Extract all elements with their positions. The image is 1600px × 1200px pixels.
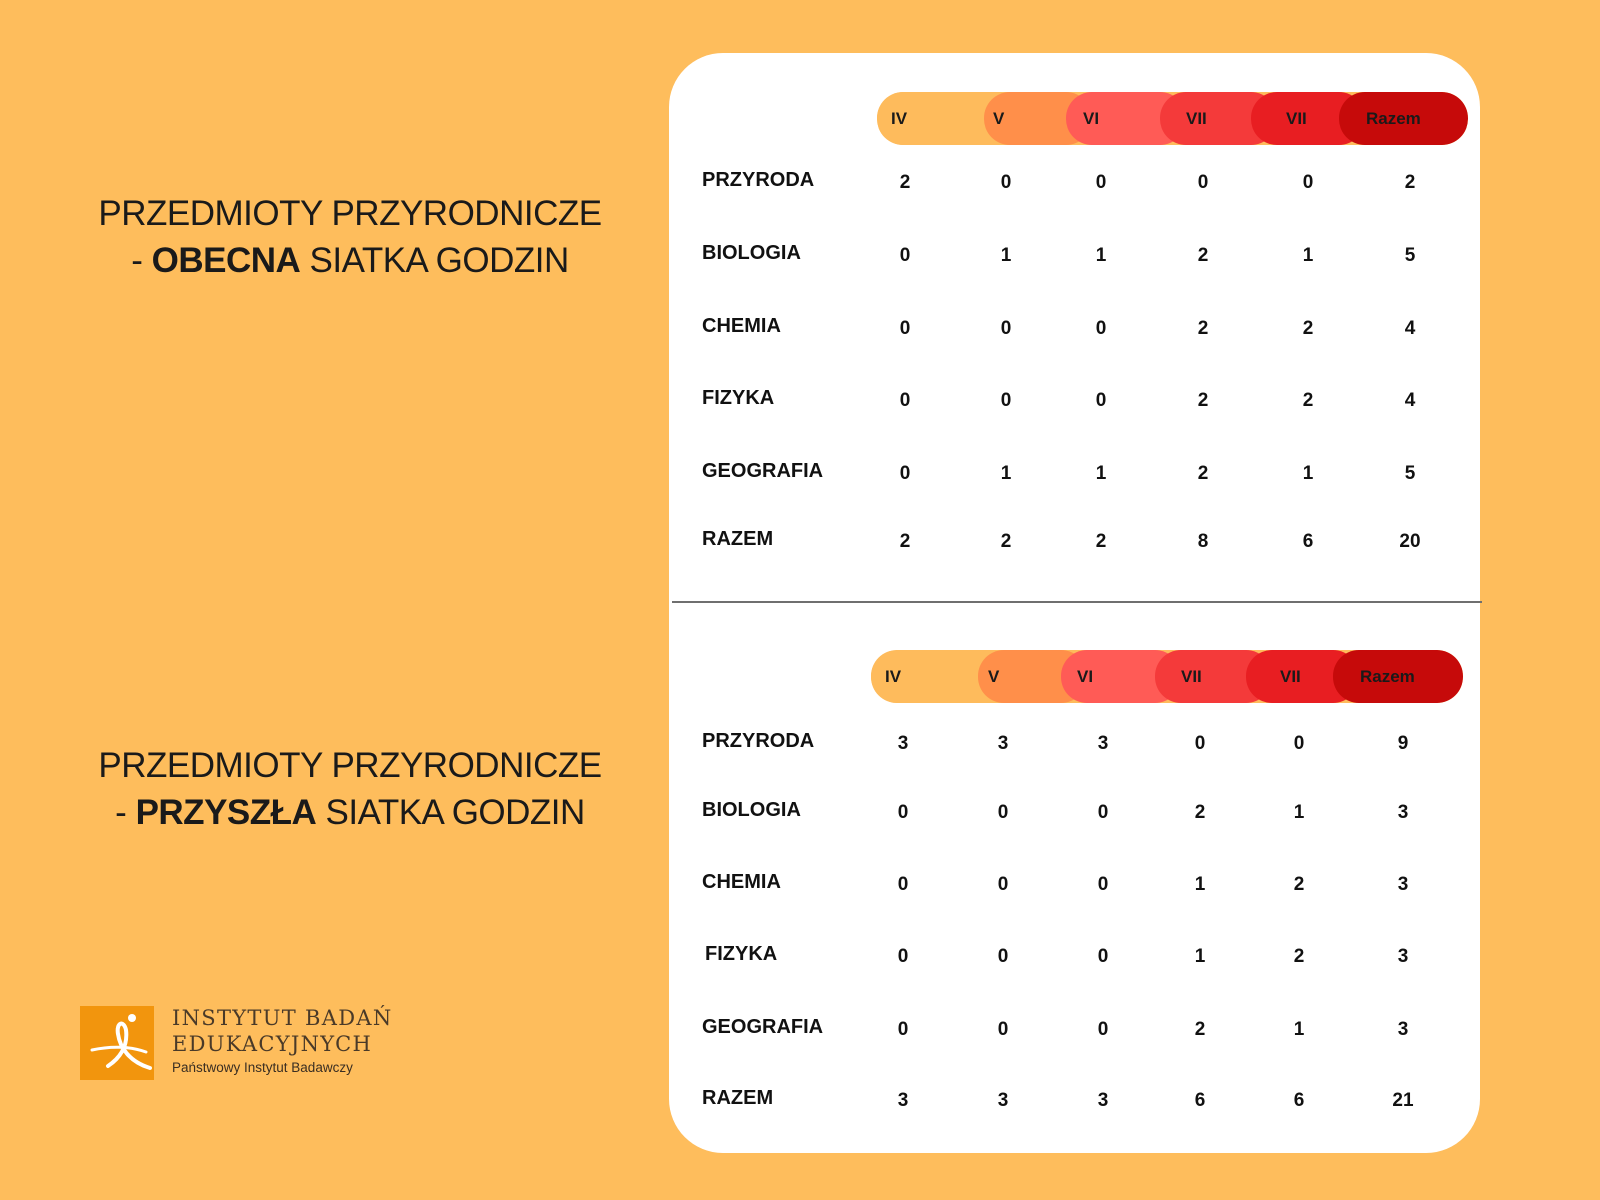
table-cell: 3 [1397,874,1409,895]
table-cell: 6 [1293,1090,1305,1111]
table-cell: 6 [1194,1090,1206,1111]
table-cell: 0 [1095,172,1107,193]
table-cell: 0 [1194,733,1206,754]
heading-bold-word: PRZYSZŁA [135,793,317,832]
table-cell: 2 [1095,531,1107,552]
grade-column-label: VI [1083,109,1100,128]
heading-current-grid [40,190,660,284]
table-cell: 3 [1397,802,1409,823]
table-cell: 2 [1197,463,1209,484]
heading-line2 [40,237,660,284]
table-cell: 1 [1293,802,1305,823]
table-cell: 2 [1302,318,1314,339]
table-cell: 9 [1397,733,1409,754]
logo-subtitle: Państwowy Instytut Badawczy [172,1060,353,1075]
table-cell: 3 [997,1090,1009,1111]
table-cell: 0 [1097,946,1109,967]
table-cell: 0 [1293,733,1305,754]
row-label: RAZEM [702,1087,774,1109]
table-cell: 0 [1197,172,1209,193]
table-cell: 0 [899,245,911,266]
table-cell: 0 [1097,874,1109,895]
table-cell: 0 [897,802,909,823]
table-cell: 0 [1097,802,1109,823]
table-cell: 2 [1194,1019,1206,1040]
grade-column-label: V [988,667,1000,686]
row-label: PRZYRODA [702,169,815,191]
table-cell: 2 [1293,946,1305,967]
table-cell: 0 [1097,1019,1109,1040]
table-cell: 0 [997,1019,1009,1040]
row-label: GEOGRAFIA [702,460,824,482]
grade-column-label: IV [885,667,902,686]
heading-line2 [40,789,660,836]
row-label: BIOLOGIA [702,242,801,264]
tables-divider [672,601,1482,603]
grade-column-header [1333,650,1463,703]
ibe-swirl-icon [80,1006,154,1080]
table-cell: 3 [897,1090,909,1111]
heading-prefix: - [131,241,152,280]
row-label: GEOGRAFIA [702,1016,824,1038]
table-cell: 0 [997,802,1009,823]
table-cell: 6 [1302,531,1314,552]
table-cell: 0 [1000,390,1012,411]
table-cell: 2 [1194,802,1206,823]
table-cell: 0 [899,390,911,411]
table-cell: 2 [1293,874,1305,895]
grade-header-bar-current [877,92,1468,145]
table-cell: 8 [1197,531,1209,552]
table-cell: 2 [899,172,911,193]
heading-line1: PRZEDMIOTY PRZYRODNICZE [98,194,602,233]
table-cell: 0 [1302,172,1314,193]
table-cell: 1 [1095,463,1107,484]
grade-column-label: VII [1286,109,1307,128]
table-cell: 0 [1000,172,1012,193]
table-cell: 3 [1097,1090,1109,1111]
grade-column-label: VII [1181,667,1202,686]
table-cell: 2 [1197,318,1209,339]
grade-column-label: VII [1280,667,1301,686]
row-label: FIZYKA [702,387,775,409]
grade-column-label: Razem [1366,109,1421,128]
table-cell: 1 [1095,245,1107,266]
table-cell: 0 [1095,390,1107,411]
table-cell: 3 [1397,946,1409,967]
row-label: BIOLOGIA [702,799,801,821]
grade-column-label: VII [1186,109,1207,128]
table-cell: 0 [1095,318,1107,339]
heading-suffix: SIATKA GODZIN [316,793,585,832]
table-cell: 21 [1392,1090,1414,1111]
grade-column-header [1339,92,1468,145]
table-cell: 0 [897,1019,909,1040]
row-label: CHEMIA [702,315,781,337]
table-cell: 1 [1194,874,1206,895]
table-cell: 2 [1404,172,1416,193]
row-label: CHEMIA [702,871,781,893]
grade-column-label: Razem [1360,667,1415,686]
table-cell: 20 [1399,531,1421,552]
tables-card [669,53,1480,1153]
table-cell: 1 [1000,245,1012,266]
heading-future-grid [40,742,660,836]
table-cell: 3 [1397,1019,1409,1040]
grade-column-label: VI [1077,667,1094,686]
table-cell: 1 [1302,463,1314,484]
table-cell: 0 [897,874,909,895]
logo-title-line2: EDUKACYJNYCH [172,1032,373,1056]
table-cell: 0 [897,946,909,967]
heading-prefix: - [115,793,136,832]
heading-line1: PRZEDMIOTY PRZYRODNICZE [98,746,602,785]
grade-header-bar-future [871,650,1463,703]
row-label: PRZYRODA [702,730,815,752]
table-cell: 0 [997,946,1009,967]
heading-suffix: SIATKA GODZIN [300,241,569,280]
row-label: FIZYKA [705,943,778,965]
table-cell: 3 [997,733,1009,754]
ibe-logo-mark [80,1006,154,1080]
table-cell: 5 [1404,245,1416,266]
heading-bold-word: OBECNA [151,241,301,280]
table-cell: 0 [899,318,911,339]
table-cell: 2 [899,531,911,552]
table-cell: 0 [899,463,911,484]
table-cell: 1 [1000,463,1012,484]
table-cell: 3 [1097,733,1109,754]
table-cell: 0 [1000,318,1012,339]
table-cell: 0 [997,874,1009,895]
table-cell: 2 [1302,390,1314,411]
grade-column-label: IV [891,109,908,128]
logo-title-line1: INSTYTUT BADAŃ [172,1006,393,1030]
table-cell: 1 [1194,946,1206,967]
table-cell: 3 [897,733,909,754]
grade-column-label: V [993,109,1005,128]
row-label: RAZEM [702,528,774,550]
table-cell: 5 [1404,463,1416,484]
table-cell: 2 [1197,245,1209,266]
table-cell: 2 [1000,531,1012,552]
table-cell: 2 [1197,390,1209,411]
table-cell: 1 [1293,1019,1305,1040]
table-cell: 4 [1404,390,1416,411]
table-cell: 4 [1404,318,1416,339]
table-cell: 1 [1302,245,1314,266]
